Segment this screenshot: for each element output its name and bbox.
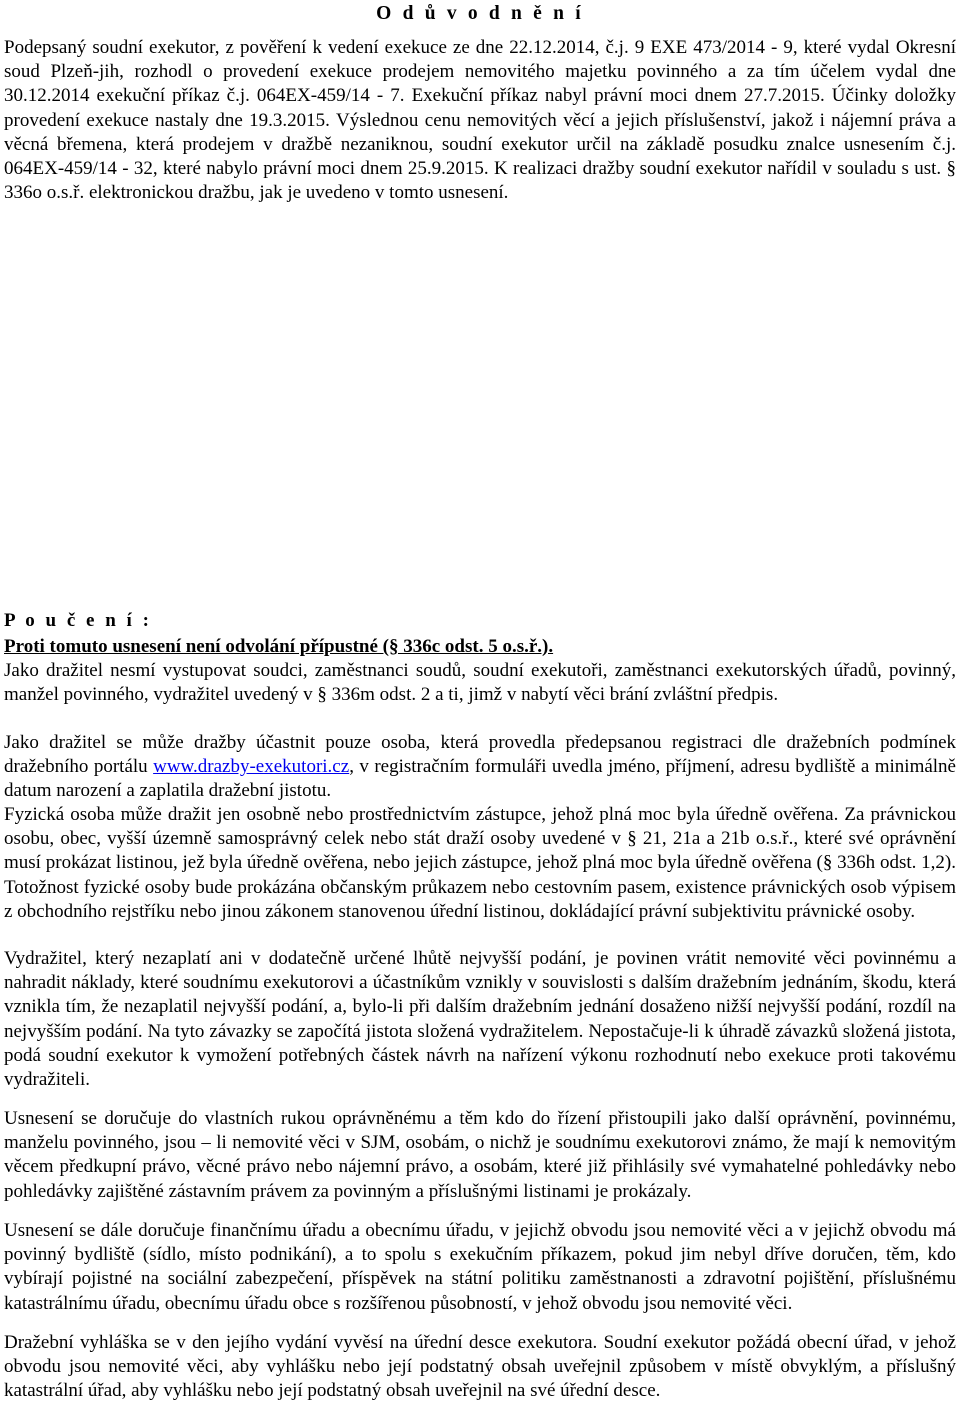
section-heading-pouceni: P o u č e n í :	[4, 610, 152, 631]
paragraph-registration	[4, 731, 956, 804]
paragraph-public-notice: Dražební vyhláška se v den jejího vydání vyvěsí na úřední desce exekutora. Soudní exekutor požádá obecní úřad, v jehož obvodu jsou nemovité věci, aby vyhlášku nebo její podstatný obsah uveřejnil způsobem v místě obvyklým, a příslušný katastrální úřad, aby vyhlášku nebo její podstatný obsah uveřejnil na své úřední desce.	[4, 1332, 956, 1402]
paragraph-natural-person: Fyzická osoba může dražit jen osobně nebo prostřednictvím zástupce, jehož plná moc byla úředně ověřena. Za právnickou osobu, obec, vyšší územně samosprávný celek nebo stát draží osoby uvedené v § 21, 21a a 21b o.s.ř., které své oprávnění musí prokázat listinou, jež byla úředně ověřena, nebo jejich zástupce, jehož plná moc byla úředně ověřena (§ 336h odst. 1,2). Totožnost fyzické osoby bude prokázána občanským průkazem nebo cestovním pasem, existence právnických osob výpisem z obchodního rejstříku nebo jinou zákonem stanovenou úřední listinou, dokládající právní subjektivitu právnické osoby.	[4, 804, 956, 922]
portal-link[interactable]: www.drazby-exekutori.cz	[153, 756, 350, 778]
paragraph-delivery-2: Usnesení se dále doručuje finančnímu úřadu a obecnímu úřadu, v jejichž obvodu jsou nemovité věci a v jejichž obvodu má povinný bydliště (sídlo, místo podnikání), a to spolu s exekučním příkazem, pokud jim nebyl dříve doručen, těm, kdo vybírají pojistné na sociální zabezpečení, příspěvek na státní politiku zaměstnanosti a zdravotní pojištění, příslušnému katastrálnímu úřadu, obecnímu úřadu obce s rozšířenou působností, v jehož obvodu jsou nemovité věci.	[4, 1220, 956, 1314]
paragraph-intro: Podepsaný soudní exekutor, z pověření k vedení exekuce ze dne 22.12.2014, č.j. 9 EXE 473/2014 - 9, které vydal Okresní soud Plzeň-jih, rozhodl o provedení exekuce prodejem nemovitého majetku povinného a za tím účelem vydal dne 30.12.2014 exekuční příkaz č.j. 064EX-459/14 - 7. Exekuční příkaz nabyl právní moci dnem 27.7.2015. Účinky doložky provedení exekuce nastaly dne 19.3.2015. Výslednou cenu nemovitých věcí a jejich příslušenství, jakož i nájemní práva a věcná břemena, která prodejem v dražbě nezaniknou, soudní exekutor určil na základě posudku znalce usnesením č.j. 064EX-459/14 - 32, které nabylo právní moci dnem 25.9.2015. K realizaci dražby soudní exekutor nařídil v souladu s ust. § 336o o.s.ř. elektronickou dražbu, jak je uvedeno v tomto usnesení.	[4, 37, 956, 204]
section-heading-oduvodneni: O d ů v o d n ě n í	[376, 3, 584, 24]
paragraph-buyer-obligations: Vydražitel, který nezaplatí ani v dodatečně určené lhůtě nejvyšší podání, je povinen vrátit nemovité věci povinnému a nahradit náklady, které soudnímu exekutorovi a účastníkům vznikly v souvislosti s dalším dražebním jednáním, škodu, která vznikla tím, že nezaplatil nejvyšší podání, a, bylo-li při dalším dražebním jednání dosaženo nižší nejvyšší podání, rozdíl na nejvyšším podání. Na tyto závazky se započítá jistota složená vydražitelem. Nepostačuje-li k úhradě závazků složená jistota, podá soudní exekutor k vymožení potřebných částek návrh na nařízení výkonu rozhodnutí nebo exekuce proti takovému vydražiteli.	[4, 948, 956, 1091]
paragraph-bidder-exclusion: Jako dražitel nesmí vystupovat soudci, zaměstnanci soudů, soudní exekutoři, zaměstnanci exekutorských úřadů, povinný, manžel povinného, vydražitel uvedený v § 336m odst. 2 a ti, jimž v nabytí věci brání zvláštní předpis.	[4, 660, 956, 706]
registration-text-before: Jako dražitel se může dražby účastnit pouze osoba, která provedla předepsanou registraci dle dražebních podmínek dražebního portálu	[4, 732, 956, 778]
no-appeal-notice: Proti tomuto usnesení není odvolání přípustné (§ 336c odst. 5 o.s.ř.).	[4, 636, 554, 657]
registration-text-after: , v registračním formuláři uvedla jméno, příjmení, adresu bydliště a minimálně datum narození a zaplatila dražební jistotu.	[4, 756, 956, 802]
paragraph-delivery-1: Usnesení se doručuje do vlastních rukou oprávněnému a těm kdo do řízení přistoupili jako další oprávnění, povinnému, manželu povinného, jsou – li nemovité věci v SJM, osobám, o nichž je soudnímu exekutorovi známo, že mají k nemovitým věcem předkupní právo, věcné právo nebo nájemní právo, a osobám, které již přihlásily své vymahatelné pohledávky nebo pohledávky zajištěné zástavním právem za povinným a příslušnými listinami je prokázaly.	[4, 1108, 956, 1202]
